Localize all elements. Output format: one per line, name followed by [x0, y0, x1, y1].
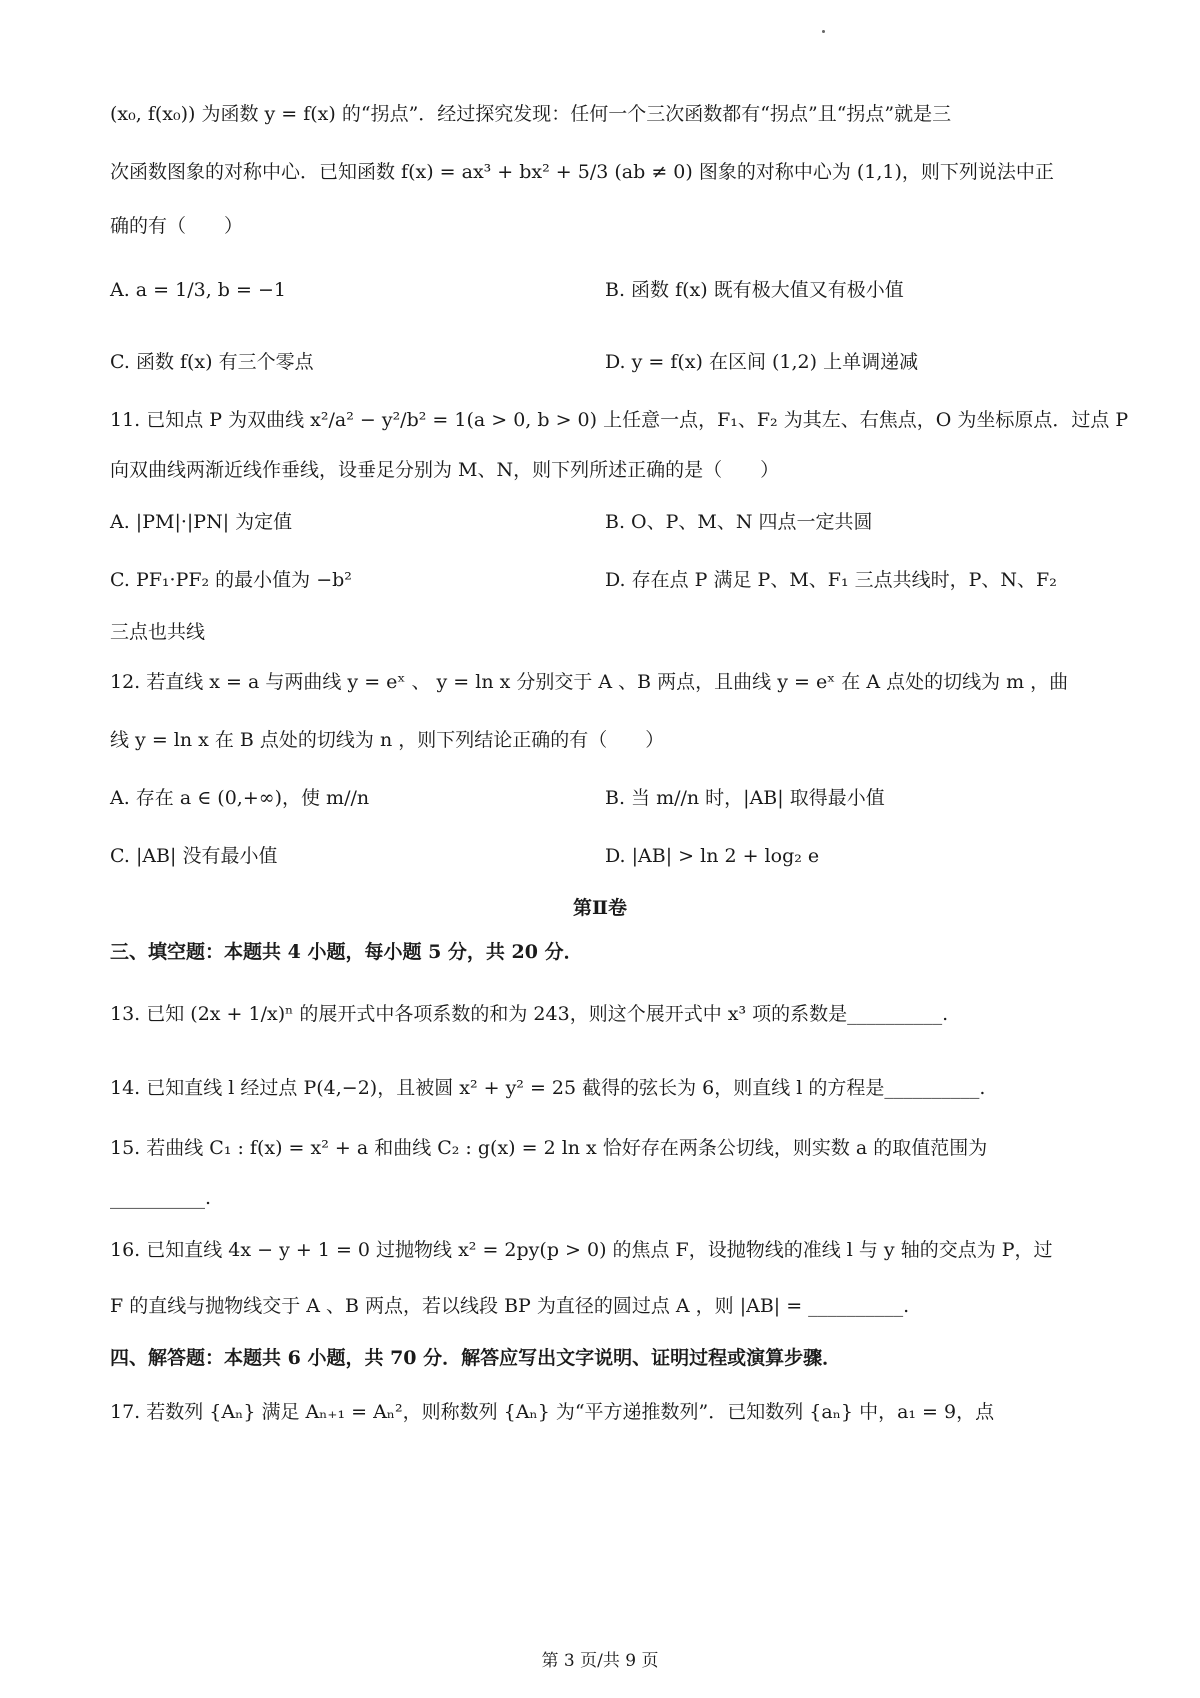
q15-line2: __________. [110, 1187, 212, 1209]
q11-option-a: A. |PM|·|PN| 为定值 [110, 511, 293, 533]
q17: 17. 若数列 {Aₙ} 满足 Aₙ₊₁ = Aₙ²，则称数列 {Aₙ} 为“平方递推数列”．已知数列 {aₙ} 中，a₁ = 9，点 [110, 1401, 995, 1423]
q16-line2: F 的直线与抛物线交于 A 、B 两点，若以线段 BP 为直径的圆过点 A ，则 |AB| = __________. [110, 1295, 910, 1317]
q12-option-b: B. 当 m//n 时，|AB| 取得最小值 [605, 787, 885, 809]
q12-option-c: C. |AB| 没有最小值 [110, 845, 278, 867]
scan-dot [822, 30, 825, 33]
q10-line2: 次函数图象的对称中心．已知函数 f(x) = ax³ + bx² + 5/3 (ab ≠ 0) 图象的对称中心为 (1,1)，则下列说法中正 [110, 161, 1054, 183]
q13: 13. 已知 (2x + 1/x)ⁿ 的展开式中各项系数的和为 243，则这个展开式中 x³ 项的系数是__________. [110, 1003, 949, 1025]
section-2-title: 第Ⅱ卷 [572, 897, 627, 919]
q10-option-b: B. 函数 f(x) 既有极大值又有极小值 [605, 279, 904, 301]
page-footer: 第 3 页/共 9 页 [541, 1651, 659, 1671]
q11-line2: 向双曲线两渐近线作垂线，设垂足分别为 M、N，则下列所述正确的是（ ） [110, 459, 780, 481]
q12-option-a: A. 存在 a ∈ (0,+∞)，使 m//n [110, 787, 370, 809]
q15-line1: 15. 若曲线 C₁ : f(x) = x² + a 和曲线 C₂ : g(x) = 2 ln x 恰好存在两条公切线，则实数 a 的取值范围为 [110, 1137, 988, 1159]
q12-line2: 线 y = ln x 在 B 点处的切线为 n ，则下列结论正确的有（ ） [110, 729, 665, 751]
q10-option-d: D. y = f(x) 在区间 (1,2) 上单调递减 [605, 351, 919, 373]
q11-option-d-continuation: 三点也共线 [110, 621, 206, 643]
q12-line1: 12. 若直线 x = a 与两曲线 y = eˣ 、 y = ln x 分别交于 A 、B 两点，且曲线 y = eˣ 在 A 点处的切线为 m ，曲 [110, 671, 1069, 693]
q10-option-a: A. a = 1/3, b = −1 [110, 279, 286, 301]
q12-option-d: D. |AB| > ln 2 + log₂ e [605, 845, 820, 867]
q11-line1: 11. 已知点 P 为双曲线 x²/a² − y²/b² = 1(a > 0, b > 0) 上任意一点，F₁、F₂ 为其左、右焦点，O 为坐标原点．过点 P [110, 409, 1129, 431]
section-4-title: 四、解答题：本题共 6 小题，共 70 分．解答应写出文字说明、证明过程或演算步骤． [110, 1347, 842, 1369]
q10-line1: (x₀, f(x₀)) 为函数 y = f(x) 的“拐点”．经过探究发现：任何一个三次函数都有“拐点”且“拐点”就是三 [110, 103, 952, 125]
q16-line1: 16. 已知直线 4x − y + 1 = 0 过抛物线 x² = 2py(p > 0) 的焦点 F，设抛物线的准线 l 与 y 轴的交点为 P，过 [110, 1239, 1053, 1261]
q11-option-b: B. O、P、M、N 四点一定共圆 [605, 511, 873, 533]
q10-line3: 确的有（ ） [110, 215, 244, 237]
q11-option-d: D. 存在点 P 满足 P、M、F₁ 三点共线时，P、N、F₂ [605, 569, 1057, 591]
q14: 14. 已知直线 l 经过点 P(4,−2)，且被圆 x² + y² = 25 截得的弦长为 6，则直线 l 的方程是__________. [110, 1077, 986, 1099]
q11-option-c: C. PF₁·PF₂ 的最小值为 −b² [110, 569, 352, 591]
q10-option-c: C. 函数 f(x) 有三个零点 [110, 351, 314, 373]
section-3-title: 三、填空题：本题共 4 小题，每小题 5 分，共 20 分． [110, 941, 583, 963]
